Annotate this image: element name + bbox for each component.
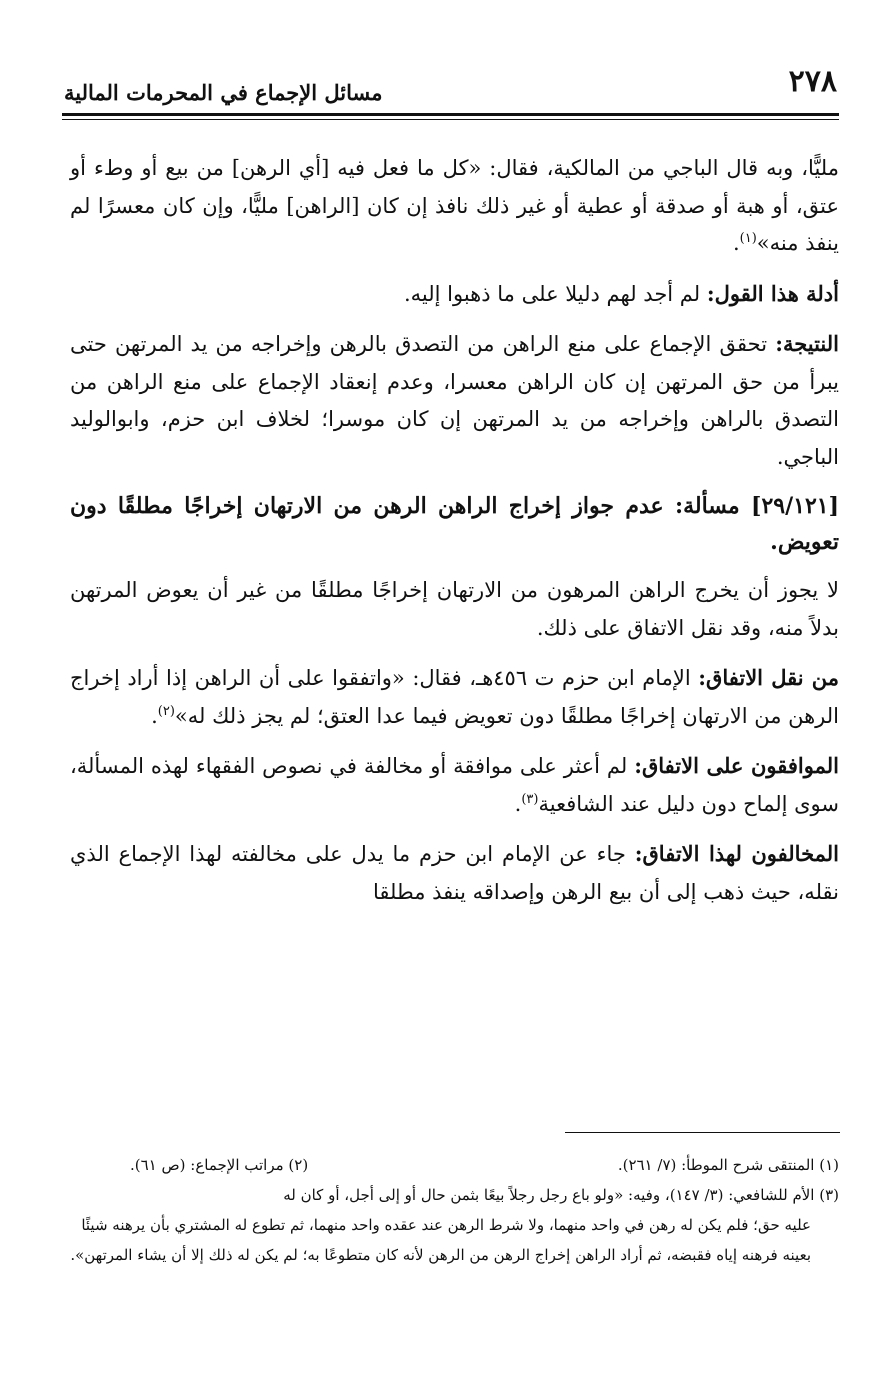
paragraph-text: الإمام ابن حزم ت ٤٥٦هـ، فقال: «واتفقوا على أن الراهن إذا أراد إخراج الرهن من الارتهان إخراجًا مطلقًا دون تعويض فيما عدا العتق؛ لم يجز ذلك له» [70,666,839,728]
footnote-separator [565,1132,840,1133]
paragraph-lead: أدلة هذا القول: [706,280,839,306]
paragraph: مليًّا، وبه قال الباجي من المالكية، فقال: «كل ما فعل فيه [أي الرهن] من بيع أو وطء أو عتق، أو هبة أو صدقة أو عطية أو غير ذلك نافذ إن كان [الراهن] مليًّا، وإن كان معسرًا لم ينفذ منه»$^{(١)}$. [70,156,839,255]
paragraph-text: تحقق الإجماع على منع الراهن من التصدق بالرهن وإخراجه من يد المرتهن حتى يبرأ من حق المرتهن إن كان الراهن معسرا، وعدم إنعقاد الإجماع على منع الراهن من التصدق بالراهن وإخراجه من يد المرتهن إن كان موسرا؛ لخلاف ابن حزم، وابوالوليد الباجي. [70,332,839,469]
footnote-3-continuation: عليه حق؛ فلم يكن له رهن في واحد منهما، ولا شرط الرهن عند عقده واحد منهما، ثم تطوع له المشتري بأن يرهنه شيئًا بعينه فرهنه إياه فقبضه، ثم أراد الراهن إخراج الرهن من الرهن لأنه كان متطوعًا به؛ لم يكن له ذلك إلا أن يشاء المرتهن». [70,1216,811,1264]
paragraph-text: جاء عن الإمام ابن حزم ما يدل على مخالفته لهذا الإجماع الذي نقله، حيث ذهب إلى أن بيع الرهن وإصداقه ينفذ مطلقا [70,842,839,904]
paragraph [70,275,839,314]
paragraph: من نقل الاتفاق: الإمام ابن حزم ت ٤٥٦هـ، فقال: «واتفقوا على أن الراهن إذا أراد إخراج الرهن من الارتهان إخراجًا مطلقًا دون تعويض فيما عدا العتق؛ لم يجز ذلك له»$^{(٢)}$. [70,665,839,728]
paragraph-text: لم أجد لهم دليلا على ما ذهبوا إليه. [403,281,701,306]
paragraph-lead: من نقل الاتفاق: [698,665,839,690]
paragraph-text: مليًّا، وبه قال الباجي من المالكية، فقال: «كل ما فعل فيه [أي الرهن] من بيع أو وطء أو عتق، أو هبة أو صدقة أو عطية أو غير ذلك نافذ إن كان [الراهن] مليًّا، وإن كان معسرًا لم ينفذ منه» [70,156,839,255]
paragraph [70,835,839,911]
paragraph-lead: الموافقون على الاتفاق: [634,753,839,778]
footnote-2: (٢) مراتب الإجماع: (ص ٦١). [130,1156,309,1174]
footnote-1: (١) المنتقى شرح الموطأ: (٧/ ٢٦١). [617,1156,839,1174]
paragraph-lead: المخالفون لهذا الاتفاق: [634,841,839,866]
paragraph: الموافقون على الاتفاق: لم أعثر على موافقة أو مخالفة في نصوص الفقهاء لهذه المسألة، سوى إلماح دون دليل عند الشافعية$^{(٣)}$. [70,753,839,816]
header-rule [62,113,839,116]
footnote-ref: (٢) [157,703,175,719]
header-rule-thin [62,119,839,120]
footnote-ref: (١) [739,231,757,246]
page-number: ٢٧٨ [788,64,837,99]
paragraph [70,325,839,476]
running-title: مسائل الإجماع في المحرمات المالية [64,80,383,105]
paragraph-text: لا يجوز أن يخرج الراهن المرهون من الارتهان إخراجًا مطلقًا من غير أن يعوض المرتهن بدلاً منه، وقد نقل الاتفاق على ذلك. [70,578,839,640]
paragraph-lead: النتيجة: [775,331,839,356]
footnote-3: (٣) الأم للشافعي: (٣/ ١٤٧)، وفيه: «ولو باع رجل رجلاً بيعًا بثمن حال أو إلى أجل، أو كان له [283,1186,839,1204]
footnote-row [70,1150,839,1180]
page-header [62,62,839,112]
footnotes [70,1150,839,1270]
main-text [70,150,839,923]
footnote-ref: (٣) [521,791,539,807]
section-heading: [٢٩/١٢١] مسألة: عدم جواز إخراج الراهن الرهن من الارتهان إخراجًا مطلقًا دون تعويض. [70,493,839,555]
paragraph [70,572,839,647]
paragraph-text: لم أعثر على موافقة أو مخالفة في نصوص الفقهاء لهذه المسألة، سوى إلماح دون دليل عند الشافعية [70,754,839,816]
